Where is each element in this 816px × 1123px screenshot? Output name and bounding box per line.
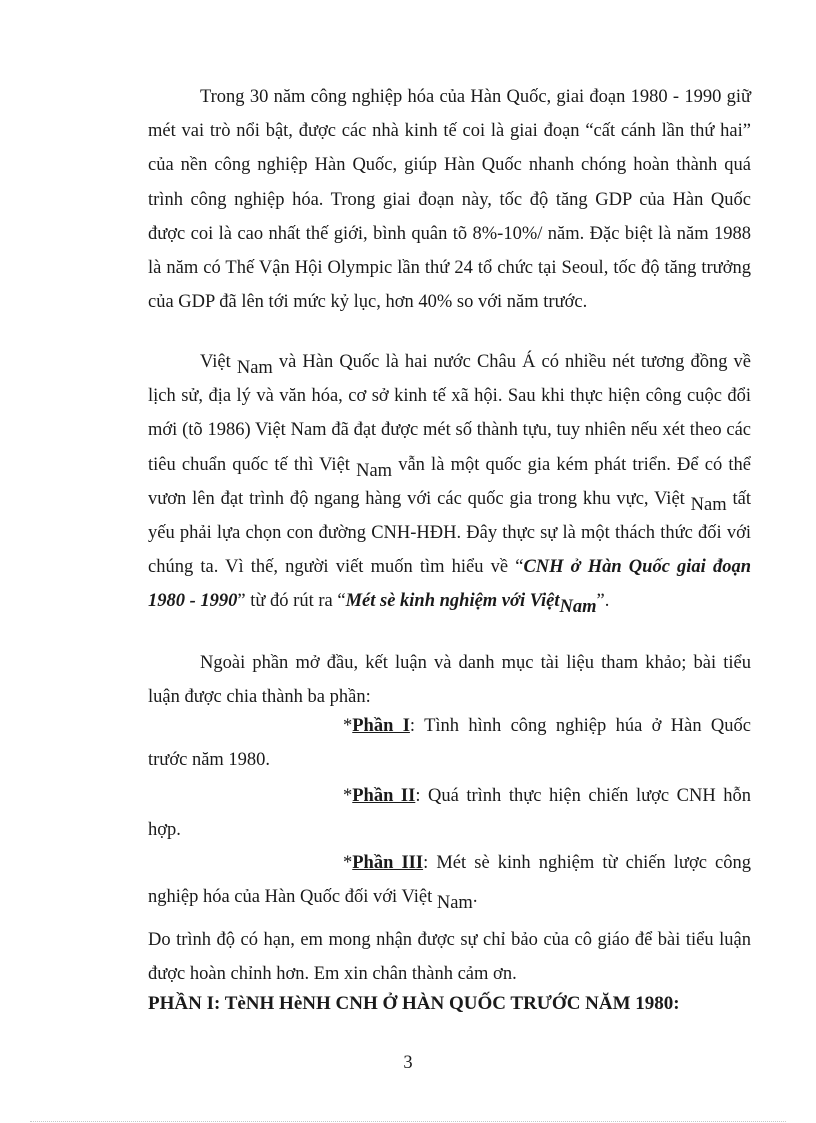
p2-text-1: Việt [200,352,237,372]
p2-nam-4: Nam [559,597,597,618]
p2-text-3: vẫn là một quốc gia kém phát triển. Để có thể vươn lên đạt trình độ ngang hàng với các quốc gia trong khu vực, Việt [148,454,751,509]
part-2-label: Phần II [352,786,416,806]
lessons-title: Mét sè kinh nghiệm với Việt [345,591,560,612]
part-2-continuation: hợp. [148,820,181,840]
part-2-line [343,786,751,807]
part-3-continuation [148,887,478,913]
part-3-rest-text: nghiệp hóa của Hàn Quốc đối với Việt [148,887,437,907]
p2-nam-1: Nam [236,358,273,378]
part-3-line [343,853,751,874]
part-3-star: * [343,853,353,873]
p2-text-6: ”. [596,591,610,612]
intro-paragraph-2 [148,345,751,619]
part-1-star: * [343,716,353,736]
structure-paragraph: Ngoài phần mở đầu, kết luận và danh mục tài liệu tham khảo; bài tiểu luận được chia thành ba phần: [148,653,751,708]
part-1-line [343,716,751,737]
section-heading: PHẦN I: TèNH HèNH CNH Ở HÀN QUỐC TRƯỚC NĂM 1980: [148,993,680,1014]
part-2-text: : Quá trình thực hiện chiến lược CNH hỗn [415,786,751,806]
p2-nam-2: Nam [356,460,393,481]
page-bottom-divider [30,1121,786,1122]
part-2-star: * [343,786,353,806]
part-3-end: . [472,887,478,907]
part-3-text: : Mét sè kinh nghiệm từ chiến lược công [423,853,751,873]
p2-text-4: tất yếu phải lựa chọn con đường CNH-HĐH. Đây thực sự là một thách thức đối với chúng ta. Vì thế, người viết muốn tìm hiểu về “ [148,488,751,578]
part-1-continuation: trước năm 1980. [148,750,271,770]
page-number: 3 [403,1053,413,1073]
intro-paragraph-1: Trong 30 năm công nghiệp hóa của Hàn Quốc, giai đoạn 1980 - 1990 giữ mét vai trò nổi bật, được các nhà kinh tế coi là giai đoạn “cất cánh lần thứ hai” của nền công nghiệp Hàn Quốc, giúp Hàn Quốc nhanh chóng hoàn thành quá trình công nghiệp hóa. Trong giai đoạn này, tốc độ tăng GDP của Hàn Quốc được coi là cao nhất thế giới, bình quân tõ 8%-10%/ năm. Đặc biệt là năm 1988 là năm có Thế Vận Hội Olympic lần thứ 24 tổ chức tại Seoul, tốc độ tăng trưởng của GDP đã lên tới mức kỷ lục, hơn 40% so với năm trước. [148,87,751,313]
p2-text-2: và Hàn Quốc là hai nước Châu Á có nhiều nét tương đồng về lịch sử, địa lý và văn hóa, cơ sở kinh tế xã hội. Sau khi thực hiện công cuộc đổi mới (tõ 1986) Việt Nam đã đạt được mét số thành tựu, tuy nhiên nếu xét theo các tiêu chuẩn quốc tế thì Việt [148,352,751,475]
part-1-text: : Tình hình công nghiệp húa ở Hàn Quốc [409,716,751,736]
part-3-label: Phần III [352,853,424,873]
p2-text-5: ” từ đó rút ra “ [237,591,346,612]
part-3-nam: Nam [436,893,473,913]
closing-paragraph: Do trình độ có hạn, em mong nhận được sự chỉ bảo của cô giáo để bài tiểu luận được hoàn chỉnh hơn. Em xin chân thành cảm ơn. [148,930,751,985]
p2-nam-3: Nam [690,494,727,515]
essay-title: CNH ở Hàn Quốc giai đoạn 1980 - 1990 [148,557,751,612]
part-1-label: Phần I [352,716,410,736]
